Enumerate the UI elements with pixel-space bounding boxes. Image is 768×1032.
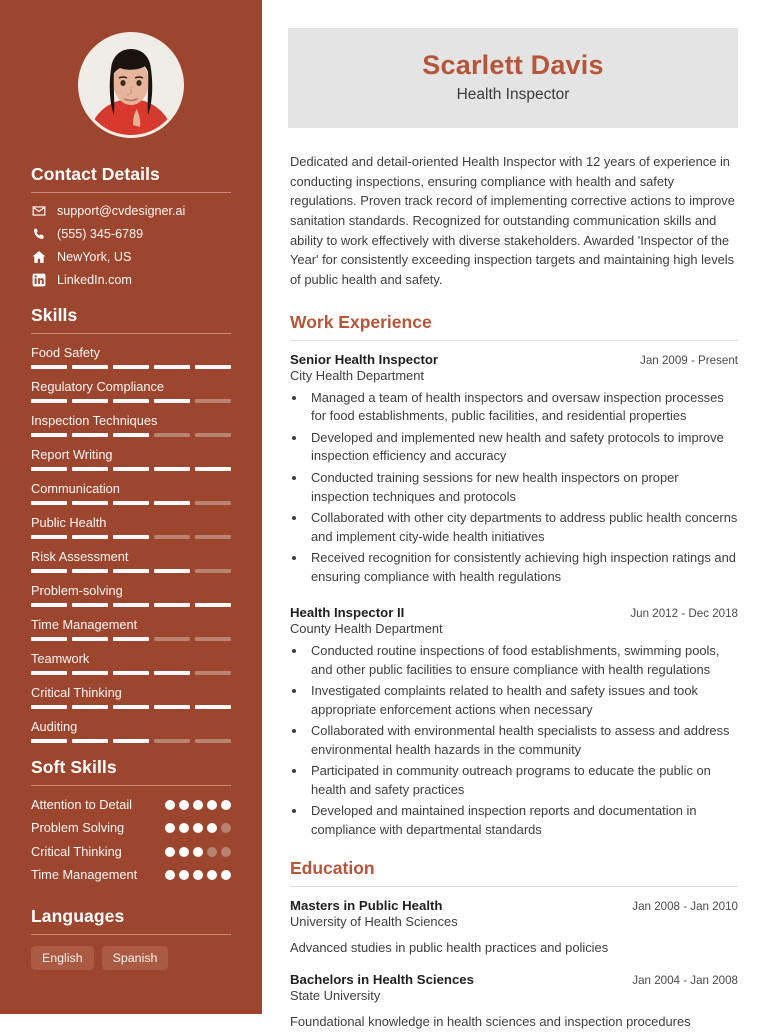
- contact-item-email[interactable]: [31, 204, 231, 218]
- skill-level-bar: [31, 535, 231, 539]
- soft-skills-list: [31, 797, 231, 884]
- skill-name: Report Writing: [31, 447, 113, 462]
- sidebar-content: [0, 164, 262, 970]
- skill-bar-segment: [195, 433, 231, 437]
- skill-level-bar: [31, 671, 231, 675]
- job-date-range: Jun 2012 - Dec 2018: [630, 606, 738, 620]
- skill-level-bar: [31, 637, 231, 641]
- job-position-title: Senior Health Inspector: [290, 351, 439, 367]
- skill-level-bar: [31, 365, 231, 369]
- skill-bar-segment: [72, 569, 108, 573]
- skill-bar-segment: [113, 671, 149, 675]
- soft-skills-heading: Soft Skills: [31, 757, 117, 777]
- skill-bar-segment: [31, 671, 67, 675]
- skill-name: Communication: [31, 481, 120, 496]
- work-experience-entry: [290, 352, 738, 587]
- avatar: [78, 32, 184, 138]
- soft-skill-dot: [193, 823, 203, 833]
- contact-linkedin-value: LinkedIn.com: [57, 273, 132, 287]
- contact-list: [31, 204, 231, 287]
- skill-name: Regulatory Compliance: [31, 379, 165, 394]
- education-section: [288, 858, 738, 1032]
- skill-row: [31, 481, 231, 505]
- skill-level-bar: [31, 399, 231, 403]
- soft-skill-dot: [165, 847, 175, 857]
- experience-bullet: • Participated in community outreach programs to educate the public on health and safety practices: [307, 762, 738, 800]
- soft-skill-name: Problem Solving: [31, 820, 125, 836]
- contact-location-value: NewYork, US: [57, 250, 132, 264]
- skill-name: Public Health: [31, 515, 107, 530]
- soft-skill-name: Time Management: [31, 867, 138, 883]
- skill-bar-segment: [113, 433, 149, 437]
- divider: [31, 934, 231, 935]
- soft-skill-name: Attention to Detail: [31, 797, 133, 812]
- contact-details-section: [31, 164, 231, 287]
- skill-bar-segment: [154, 399, 190, 403]
- skill-bar-segment: [31, 535, 67, 539]
- education-heading: Education: [290, 858, 375, 879]
- skill-bar-segment: [154, 467, 190, 471]
- skill-bar-segment: [195, 399, 231, 403]
- soft-skill-dot: [179, 823, 189, 833]
- soft-skill-dot: [207, 870, 217, 880]
- soft-skill-row: [31, 867, 231, 883]
- skill-bar-segment: [154, 705, 190, 709]
- contact-details-heading: Contact Details: [31, 164, 160, 184]
- skill-level-bar: [31, 603, 231, 607]
- skill-name: Auditing: [31, 719, 78, 734]
- skill-name: Teamwork: [31, 651, 90, 666]
- skill-bar-segment: [72, 501, 108, 505]
- skills-heading: Skills: [31, 305, 78, 325]
- soft-skill-dot: [193, 847, 203, 857]
- education-list: [288, 898, 738, 1032]
- degree-title: Masters in Public Health: [290, 898, 443, 914]
- profile-photo-illustration: [81, 35, 181, 135]
- skill-bar-segment: [113, 739, 149, 743]
- skill-bar-segment: [31, 501, 67, 505]
- institution-name: State University: [290, 988, 381, 1004]
- language-tag[interactable]: English: [31, 946, 94, 970]
- skill-level-bar: [31, 433, 231, 437]
- experience-bullet: • Investigated complaints related to health and safety issues and took appropriate enforcement actions when necessary: [307, 682, 738, 720]
- soft-skill-dot: [193, 870, 203, 880]
- skill-name: Problem-solving: [31, 583, 123, 598]
- education-entry: [290, 972, 738, 1031]
- job-position-title: Health Inspector II: [290, 604, 405, 620]
- languages-list: [31, 946, 231, 970]
- skill-row: [31, 617, 231, 641]
- skills-section: [31, 305, 231, 743]
- soft-skill-row: [31, 797, 231, 813]
- responsibilities-list: [307, 389, 738, 587]
- contact-email-value: support@cvdesigner.ai: [57, 204, 186, 218]
- experience-bullet: • Developed and implemented new health and safety protocols to improve inspection efficiency and accuracy: [307, 429, 738, 467]
- skill-row: [31, 345, 231, 369]
- skill-bar-segment: [72, 467, 108, 471]
- skill-bar-segment: [72, 603, 108, 607]
- contact-item-location[interactable]: [31, 250, 231, 264]
- skill-bar-segment: [195, 467, 231, 471]
- soft-skill-rating: [165, 820, 231, 833]
- skill-row: [31, 413, 231, 437]
- skill-row: [31, 719, 231, 743]
- skill-bar-segment: [154, 365, 190, 369]
- soft-skill-dot: [179, 800, 189, 810]
- skill-row: [31, 447, 231, 471]
- languages-heading: Languages: [31, 905, 125, 926]
- skill-level-bar: [31, 705, 231, 709]
- education-date-range: Jan 2004 - Jan 2008: [632, 974, 738, 988]
- soft-skill-row: [31, 820, 231, 836]
- soft-skill-dot: [221, 847, 231, 857]
- soft-skill-dot: [165, 800, 175, 810]
- soft-skill-name: Critical Thinking: [31, 843, 122, 859]
- skill-row: [31, 685, 231, 709]
- job-title: Health Inspector: [456, 86, 570, 104]
- skill-bar-segment: [72, 739, 108, 743]
- skill-bar-segment: [72, 535, 108, 539]
- entry-header: [290, 352, 738, 367]
- name-header-card: [288, 28, 738, 128]
- entry-header: [290, 898, 738, 913]
- divider: [31, 333, 231, 334]
- work-experience-heading: Work Experience: [290, 311, 432, 332]
- skill-row: [31, 583, 231, 607]
- employer-name: County Health Department: [290, 620, 443, 636]
- experience-bullet: • Received recognition for consistently achieving high inspection ratings and ensuring compliance with health regulations: [307, 549, 738, 587]
- skill-bar-segment: [72, 433, 108, 437]
- home-icon: [31, 250, 46, 264]
- responsibilities-list: [307, 642, 738, 840]
- employer-name: City Health Department: [290, 367, 424, 383]
- linkedin-icon: [31, 273, 46, 287]
- skill-bar-segment: [31, 433, 67, 437]
- divider: [31, 192, 231, 193]
- soft-skill-dot: [207, 800, 217, 810]
- skill-bar-segment: [154, 569, 190, 573]
- skill-bar-segment: [195, 365, 231, 369]
- education-entry: [290, 898, 738, 957]
- skill-name: Time Management: [31, 617, 138, 632]
- skill-bar-segment: [113, 535, 149, 539]
- job-date-range: Jan 2009 - Present: [640, 353, 738, 367]
- experience-bullet: • Conducted training sessions for new health inspectors on proper inspection techniques and protocols: [307, 469, 738, 507]
- skill-row: [31, 515, 231, 539]
- skills-list: [31, 345, 231, 743]
- soft-skill-dot: [179, 847, 189, 857]
- skill-bar-segment: [113, 467, 149, 471]
- skill-bar-segment: [113, 603, 149, 607]
- institution-name: University of Health Sciences: [290, 914, 458, 930]
- work-experience-list: [288, 352, 738, 841]
- skill-bar-segment: [154, 535, 190, 539]
- skill-bar-segment: [31, 603, 67, 607]
- skill-name: Food Safety: [31, 345, 101, 360]
- skill-bar-segment: [72, 365, 108, 369]
- skill-bar-segment: [72, 637, 108, 641]
- education-description: Advanced studies in public health practices and policies: [290, 940, 609, 956]
- skill-bar-segment: [113, 569, 149, 573]
- soft-skill-dot: [179, 870, 189, 880]
- skill-bar-segment: [72, 671, 108, 675]
- skill-bar-segment: [72, 399, 108, 403]
- skill-name: Risk Assessment: [31, 549, 129, 564]
- skill-bar-segment: [72, 705, 108, 709]
- divider: [290, 886, 738, 887]
- skill-bar-segment: [113, 501, 149, 505]
- skill-level-bar: [31, 501, 231, 505]
- skill-bar-segment: [31, 569, 67, 573]
- soft-skill-dot: [193, 800, 203, 810]
- skill-bar-segment: [31, 467, 67, 471]
- soft-skill-row: [31, 844, 231, 860]
- avatar-container: [0, 0, 262, 160]
- degree-title: Bachelors in Health Sciences: [290, 972, 474, 988]
- skill-bar-segment: [154, 739, 190, 743]
- skill-bar-segment: [195, 705, 231, 709]
- soft-skills-section: [31, 757, 231, 884]
- skill-bar-segment: [31, 365, 67, 369]
- contact-phone-value: (555) 345-6789: [57, 227, 144, 241]
- skill-bar-segment: [195, 569, 231, 573]
- skill-row: [31, 379, 231, 403]
- skill-bar-segment: [195, 535, 231, 539]
- skill-bar-segment: [31, 637, 67, 641]
- languages-section: [31, 906, 231, 970]
- work-experience-entry: [290, 605, 738, 840]
- contact-item-phone[interactable]: [31, 227, 231, 241]
- page-title: Scarlett Davis: [422, 50, 604, 80]
- skill-bar-segment: [195, 603, 231, 607]
- divider: [31, 785, 231, 786]
- entry-header: [290, 972, 738, 987]
- skill-bar-segment: [31, 399, 67, 403]
- soft-skill-rating: [165, 797, 231, 810]
- skill-row: [31, 651, 231, 675]
- skill-bar-segment: [154, 603, 190, 607]
- contact-item-linkedin[interactable]: [31, 273, 231, 287]
- skill-name: Critical Thinking: [31, 685, 122, 700]
- skill-bar-segment: [113, 637, 149, 641]
- skill-level-bar: [31, 467, 231, 471]
- language-tag[interactable]: Spanish: [102, 946, 169, 970]
- skill-bar-segment: [154, 637, 190, 641]
- skill-bar-segment: [113, 705, 149, 709]
- skill-bar-segment: [154, 501, 190, 505]
- experience-bullet: • Managed a team of health inspectors and oversaw inspection processes for food establishments, public facilities, and residential properties: [307, 389, 738, 427]
- skill-level-bar: [31, 739, 231, 743]
- skill-bar-segment: [195, 637, 231, 641]
- work-experience-section: [288, 312, 738, 841]
- skill-bar-segment: [154, 433, 190, 437]
- soft-skill-dot: [207, 847, 217, 857]
- main-content: [262, 0, 768, 1030]
- envelope-icon: [31, 204, 46, 218]
- skill-bar-segment: [31, 705, 67, 709]
- experience-bullet: • Collaborated with other city departments to address public health concerns and implement city-wide health initiatives: [307, 509, 738, 547]
- professional-summary: Dedicated and detail-oriented Health Inspector with 12 years of experience in conducting inspections, ensuring compliance with health and safety regulations. Proven track record of implementing corrective actions to improve sanitation standards. Recognized for outstanding communication skills and ability to work effectively with diverse stakeholders. Awarded 'Inspector of the Year' for consistently exceeding inspection targets and maintaining high levels of public health and safety.: [290, 154, 735, 287]
- soft-skill-dot: [207, 823, 217, 833]
- experience-bullet: • Developed and maintained inspection reports and documentation in compliance with departmental standards: [307, 802, 738, 840]
- skill-bar-segment: [113, 365, 149, 369]
- skill-bar-segment: [195, 739, 231, 743]
- experience-bullet: • Conducted routine inspections of food establishments, swimming pools, and other public facilities to ensure compliance with health regulations: [307, 642, 738, 680]
- skill-bar-segment: [113, 399, 149, 403]
- entry-header: [290, 605, 738, 620]
- education-description: Foundational knowledge in health sciences and inspection procedures: [290, 1014, 691, 1030]
- sidebar: [0, 0, 262, 1014]
- skill-row: [31, 549, 231, 573]
- soft-skill-dot: [221, 870, 231, 880]
- divider: [290, 340, 738, 341]
- soft-skill-dot: [221, 823, 231, 833]
- soft-skill-dot: [165, 870, 175, 880]
- soft-skill-rating: [165, 867, 231, 880]
- skill-bar-segment: [195, 501, 231, 505]
- soft-skill-dot: [221, 800, 231, 810]
- skill-bar-segment: [31, 739, 67, 743]
- soft-skill-rating: [165, 844, 231, 857]
- skill-level-bar: [31, 569, 231, 573]
- skill-name: Inspection Techniques: [31, 413, 158, 428]
- education-date-range: Jan 2008 - Jan 2010: [632, 900, 738, 914]
- experience-bullet: • Collaborated with environmental health specialists to assess and address environmental health hazards in the community: [307, 722, 738, 760]
- phone-icon: [31, 227, 46, 241]
- skill-bar-segment: [154, 671, 190, 675]
- soft-skill-dot: [165, 823, 175, 833]
- skill-bar-segment: [195, 671, 231, 675]
